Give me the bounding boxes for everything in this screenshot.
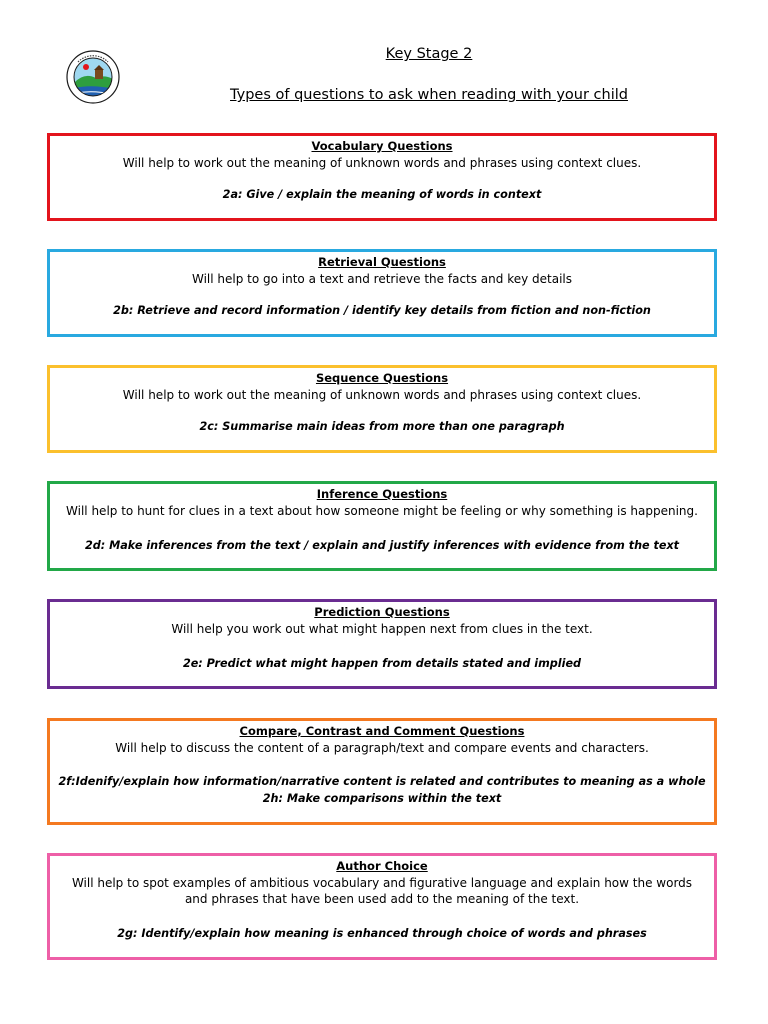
section-objective: 2a: Give / explain the meaning of words in context xyxy=(222,188,542,201)
section-heading: Inference Questions xyxy=(316,487,448,501)
section-heading: Sequence Questions xyxy=(315,371,449,385)
section-description: Will help to work out the meaning of unknown words and phrases using context clues. xyxy=(122,156,642,170)
section-heading: Retrieval Questions xyxy=(318,255,446,269)
section-objective: 2h: Make comparisons within the text xyxy=(262,792,502,805)
section-description: Will help to discuss the content of a paragraph/text and compare events and characters. xyxy=(115,741,649,755)
section-objective: 2e: Predict what might happen from details stated and implied xyxy=(182,657,582,670)
section-objective: 2f:Idenify/explain how information/narrative content is related and contributes to meaning as a whole xyxy=(58,775,706,788)
section-description: Will help to work out the meaning of unknown words and phrases using context clues. xyxy=(122,388,642,402)
section-prediction xyxy=(47,599,717,689)
page-title: Key Stage 2 xyxy=(385,46,473,62)
section-heading: Author Choice xyxy=(336,859,428,873)
section-objective: 2b: Retrieve and record information / identify key details from fiction and non-fiction xyxy=(113,304,651,317)
section-objective: 2c: Summarise main ideas from more than one paragraph xyxy=(199,420,565,433)
section-heading: Prediction Questions xyxy=(314,605,450,619)
section-vocabulary xyxy=(47,133,717,221)
section-description: Will help you work out what might happen next from clues in the text. xyxy=(171,622,593,636)
section-objective: 2g: Identify/explain how meaning is enhanced through choice of words and phrases xyxy=(117,927,647,940)
section-author-choice xyxy=(47,853,717,960)
page-subtitle: Types of questions to ask when reading with your child xyxy=(230,87,628,103)
section-description: Will help to hunt for clues in a text about how someone might be feeling or why something is happening. xyxy=(66,504,698,518)
section-description: Will help to go into a text and retrieve the facts and key details xyxy=(191,272,572,286)
section-description: Will help to spot examples of ambitious vocabulary and figurative language and explain how the words and phrases that have been used add to the meaning of the text. xyxy=(71,876,693,906)
section-inference xyxy=(47,481,717,571)
section-objective: 2d: Make inferences from the text / explain and justify inferences with evidence from the text xyxy=(84,539,680,552)
section-compare xyxy=(47,718,717,825)
section-heading: Compare, Contrast and Comment Questions xyxy=(239,724,525,738)
section-sequence xyxy=(47,365,717,453)
section-heading: Vocabulary Questions xyxy=(311,139,453,153)
section-retrieval xyxy=(47,249,717,337)
